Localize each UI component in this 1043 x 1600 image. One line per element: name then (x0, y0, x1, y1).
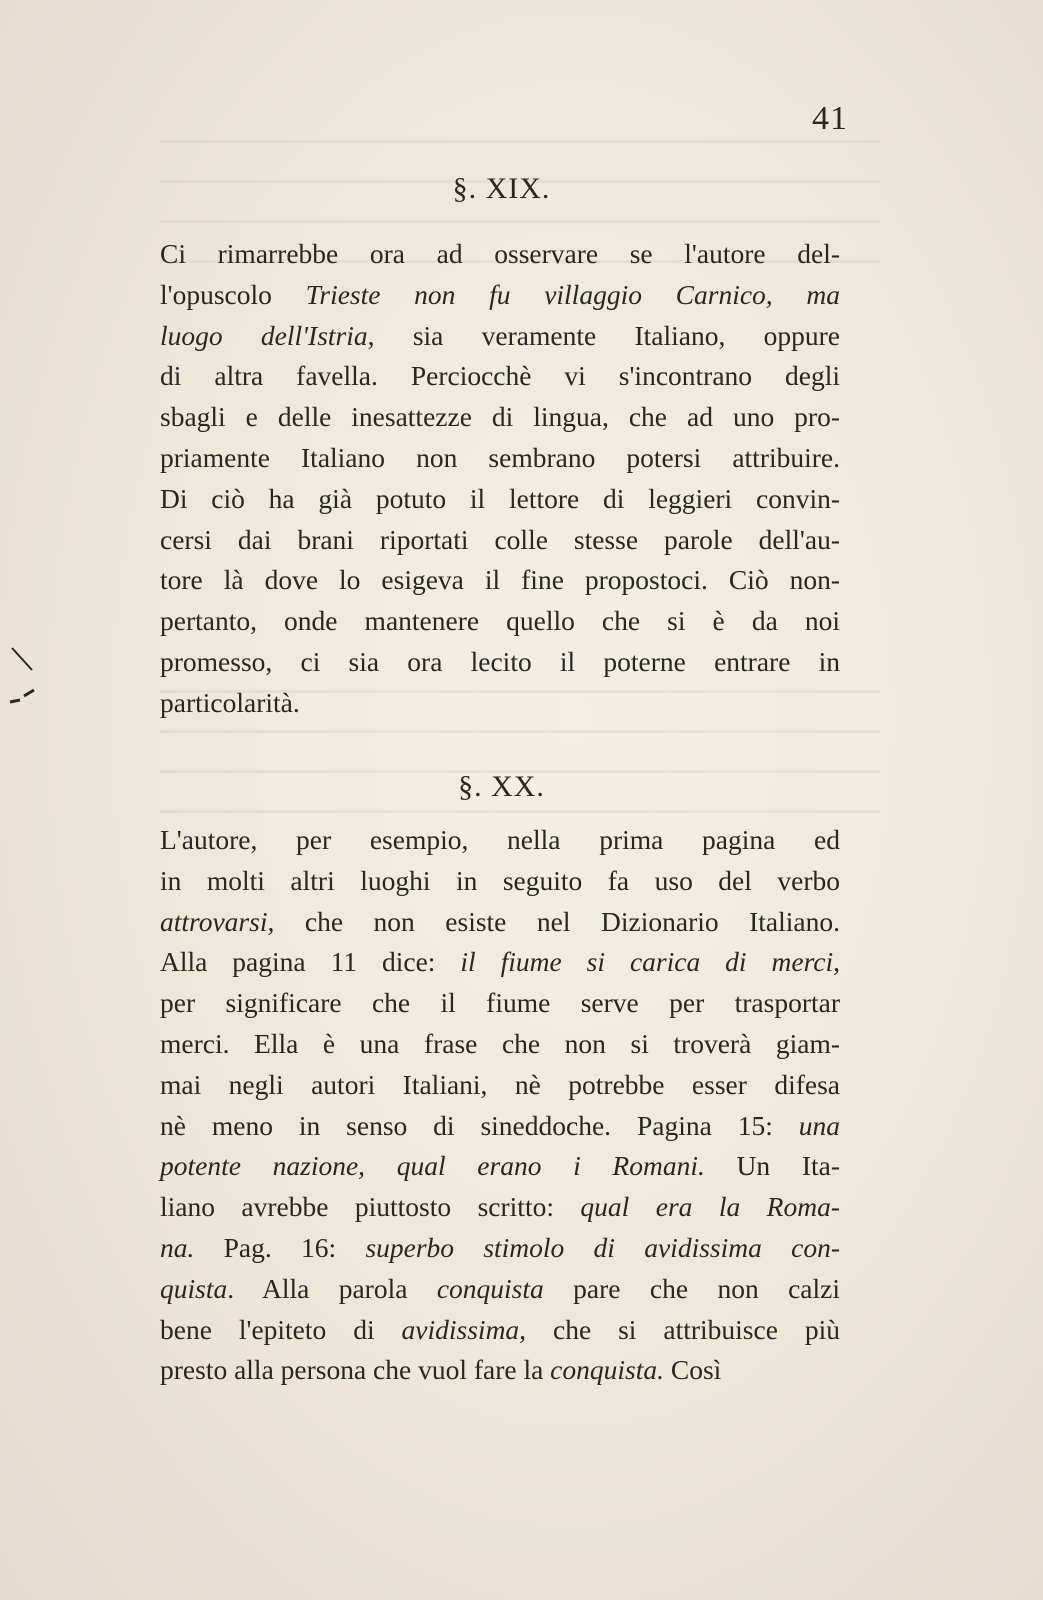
text-run: tore là dove lo esigeva il fine propostoci. Ciò non- (160, 564, 840, 596)
text-run: Così (664, 1354, 722, 1386)
text-run: cersi dai brani riportati colle stesse parole dell'au- (160, 523, 840, 555)
italic-text: Trieste non fu villaggio Carnico, ma (305, 278, 840, 310)
margin-ink-mark (8, 640, 40, 720)
italic-text: potente nazione, qual erano i Romani. (160, 1150, 705, 1182)
italic-text: avidissima, (401, 1313, 527, 1345)
text-line (160, 1310, 840, 1351)
text-line (160, 234, 840, 275)
text-run: Di ciò ha già potuto il lettore di leggieri convin- (160, 482, 840, 514)
text-line (160, 397, 840, 438)
text-run: merci. Ella è una frase che non si troverà giam- (160, 1027, 840, 1059)
text-run: Ci rimarrebbe ora ad osservare se l'autore del- (160, 238, 840, 269)
section-heading-xix: §. XIX. (452, 172, 551, 205)
text-line (160, 1024, 840, 1065)
text-run: che si attribuisce più (526, 1313, 840, 1345)
text-run: Pag. 16: (194, 1231, 366, 1263)
text-run: per significare che il fiume serve per trasportar (160, 987, 840, 1019)
text-line (160, 1106, 840, 1147)
paragraph-section-xix (160, 234, 840, 724)
text-run: priamente Italiano non sembrano potersi attribuire. (160, 441, 840, 473)
text-line (160, 1187, 840, 1228)
text-run: di altra favella. Perciocchè vi s'incontrano degli (160, 360, 840, 392)
text-line (160, 601, 840, 642)
text-run: mai negli autori Italiani, nè potrebbe esser difesa (160, 1068, 840, 1100)
text-line (160, 560, 840, 601)
text-line (160, 902, 840, 943)
text-line (160, 1350, 840, 1391)
text-run: Alla pagina 11 dice: (160, 946, 461, 978)
text-run: L'autore, per esempio, nella prima pagina ed (160, 824, 840, 855)
page-number: 41 (812, 100, 848, 137)
text-line (160, 861, 840, 902)
text-line (160, 1269, 840, 1310)
italic-text: quista (160, 1272, 228, 1304)
text-line (160, 1065, 840, 1106)
italic-text: una (798, 1109, 840, 1141)
italic-text: conquista. (550, 1354, 664, 1386)
text-line (160, 275, 840, 316)
italic-text: na. (160, 1231, 195, 1263)
text-line (160, 438, 840, 479)
text-run: che non esiste nel Dizionario Italiano. (274, 905, 840, 937)
italic-text: superbo stimolo di avidissima con- (365, 1231, 840, 1263)
paragraph-section-xx (160, 820, 840, 1391)
text-run: sbagli e delle inesattezze di lingua, che ad uno pro- (160, 401, 840, 433)
text-run: promesso, ci sia ora lecito il poterne entrare in (160, 645, 840, 677)
italic-text: qual era la Roma- (580, 1191, 840, 1223)
text-line (160, 520, 840, 561)
text-run: in molti altri luoghi in seguito fa uso del verbo (160, 864, 840, 896)
text-run: nè meno in senso di sineddoche. Pagina 15: (160, 1109, 799, 1141)
text-line (160, 479, 840, 520)
text-line (160, 942, 840, 983)
text-line (160, 983, 840, 1024)
text-line (160, 356, 840, 397)
italic-text: il fiume si carica di merci, (460, 946, 840, 978)
italic-text: luogo dell'Istria (160, 319, 368, 351)
text-line (160, 642, 840, 683)
text-run: Un Ita- (704, 1150, 840, 1182)
text-line (160, 316, 840, 357)
text-run: presto alla persona che vuol fare la (160, 1354, 551, 1386)
text-line (160, 820, 840, 861)
text-line (160, 683, 840, 724)
text-run: l'opuscolo (160, 278, 306, 310)
text-run: pare che non calzi (543, 1272, 840, 1304)
text-run: particolarità. (160, 686, 300, 718)
text-line (160, 1228, 840, 1269)
text-run: . Alla parola (227, 1272, 437, 1304)
text-run: liano avrebbe piuttosto scritto: (160, 1191, 581, 1223)
text-run: bene l'epiteto di (160, 1313, 402, 1345)
section-heading-xx: §. XX. (458, 770, 545, 803)
text-line (160, 1146, 840, 1187)
italic-text: conquista (436, 1272, 544, 1304)
italic-text: attrovarsi, (160, 905, 275, 937)
text-run: , sia veramente Italiano, oppure (367, 319, 840, 351)
text-run: pertanto, onde mantenere quello che si è da noi (160, 605, 840, 637)
